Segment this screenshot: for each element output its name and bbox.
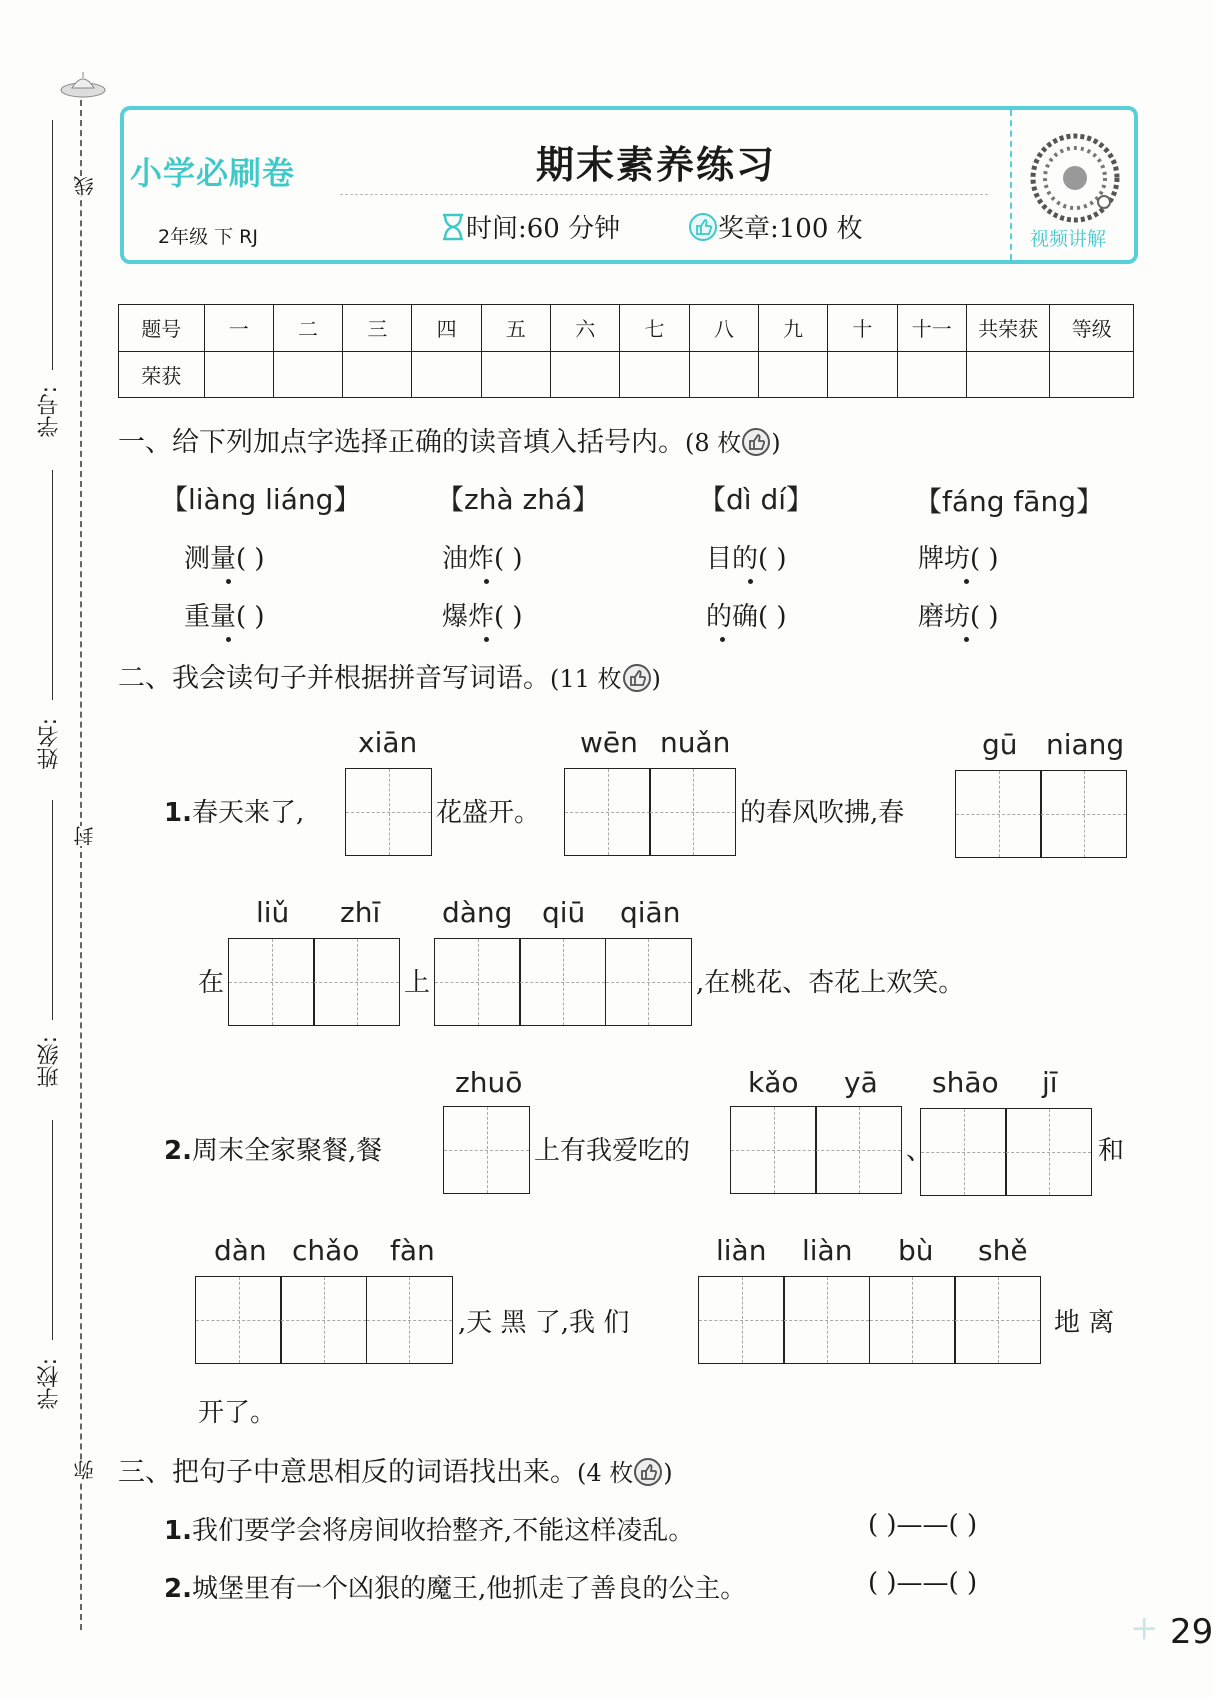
decorative-plus: + xyxy=(1130,1608,1159,1648)
emphasis-dot xyxy=(748,579,753,584)
word-item: 目的( ) xyxy=(706,544,787,574)
pinyin: shāo xyxy=(932,1066,999,1099)
emphasis-dot xyxy=(484,637,489,642)
emphasis-dot xyxy=(964,579,969,584)
question-number: 2. xyxy=(164,1574,192,1604)
score-table xyxy=(118,304,1134,398)
table-cell: 五 xyxy=(481,305,550,352)
pinyin-options: 【liàng liáng】 xyxy=(160,483,362,516)
sentence-fragment: 开了。 xyxy=(198,1398,277,1428)
name-label: 姓名: xyxy=(37,718,62,770)
writing-grid[interactable] xyxy=(955,770,1126,858)
field-line xyxy=(52,1120,53,1340)
time-text: 时间:60 分钟 xyxy=(466,214,621,244)
table-row xyxy=(119,351,1134,398)
page-number: 29 xyxy=(1170,1612,1213,1652)
pinyin: xiān xyxy=(358,726,418,759)
binding-mark-line: 线 xyxy=(70,176,99,196)
pinyin: niang xyxy=(1046,728,1125,761)
writing-grid[interactable] xyxy=(443,1106,528,1194)
sentence-fragment: 上有我爱吃的 xyxy=(534,1136,691,1166)
question-text: 我们要学会将房间收拾整齐,不能这样凌乱。 xyxy=(191,1516,695,1546)
grade-label: 2年级 下 RJ xyxy=(158,226,258,248)
video-explain-link[interactable]: 视频讲解 xyxy=(1030,228,1107,250)
score-input-cell[interactable] xyxy=(897,351,966,398)
pinyin: yā xyxy=(844,1066,878,1099)
question-number: 1. xyxy=(164,1516,192,1546)
sentence-fragment: 花盛开。 xyxy=(436,798,541,828)
pinyin-options: 【fáng fāng】 xyxy=(914,485,1104,518)
question-number: 1. xyxy=(164,798,192,828)
emphasis-dot xyxy=(226,637,231,642)
writing-grid[interactable] xyxy=(228,938,399,1026)
score-input-cell[interactable] xyxy=(828,351,897,398)
score-input-cell[interactable] xyxy=(551,351,620,398)
sentence-fragment: 周末全家聚餐,餐 xyxy=(191,1136,383,1166)
pinyin: qiū xyxy=(542,896,586,929)
pinyin: liàn xyxy=(802,1234,853,1267)
field-line xyxy=(52,120,53,370)
score-input-cell[interactable] xyxy=(273,351,342,398)
emphasis-dot xyxy=(964,637,969,642)
thumbs-up-medal-icon xyxy=(688,212,718,242)
thumbs-up-icon xyxy=(633,1457,663,1487)
writing-grid[interactable] xyxy=(195,1276,451,1364)
writing-grid[interactable] xyxy=(920,1108,1091,1196)
pinyin: dàng xyxy=(442,896,513,929)
sentence-fragment: 的春风吹拂,春 xyxy=(740,798,905,828)
section2-points: (11 枚 xyxy=(550,665,622,693)
section3-points: (4 枚 xyxy=(577,1459,634,1487)
table-cell: 共荣获 xyxy=(966,305,1050,352)
sentence-fragment: 春天来了, xyxy=(191,798,305,828)
answer-blank[interactable]: ( )——( ) xyxy=(868,1510,978,1540)
writing-grid[interactable] xyxy=(698,1276,1040,1364)
table-cell: 二 xyxy=(273,305,342,352)
sentence-fragment: 地 离 xyxy=(1054,1308,1115,1338)
table-cell: 十一 xyxy=(897,305,966,352)
pinyin: zhuō xyxy=(455,1066,523,1099)
table-cell: 六 xyxy=(551,305,620,352)
pinyin: wēn xyxy=(580,726,638,759)
table-cell: 三 xyxy=(343,305,412,352)
score-input-cell[interactable] xyxy=(343,351,412,398)
word-item: 的确( ) xyxy=(706,602,787,632)
pinyin-options: 【dì dí】 xyxy=(698,483,815,516)
award-text: 奖章:100 枚 xyxy=(718,214,863,244)
pinyin: kǎo xyxy=(748,1066,799,1099)
section2-title-text: 二、我会读句子并根据拼音写词语。 xyxy=(118,663,550,694)
section1-points-end: ) xyxy=(771,429,781,457)
sentence-fragment: 在 xyxy=(198,968,225,998)
table-cell: 题号 xyxy=(119,305,205,352)
student-id-label: 学号: xyxy=(37,386,62,438)
word-item: 油炸( ) xyxy=(442,544,523,574)
word-item: 重量( ) xyxy=(184,602,265,632)
binding-mark-seal: 封 xyxy=(70,826,99,846)
sentence-fragment: 和 xyxy=(1098,1136,1125,1166)
field-line xyxy=(52,470,53,700)
binding-dash-line xyxy=(80,100,82,1630)
word-item: 测量( ) xyxy=(184,544,265,574)
sentence-fragment: ,在桃花、杏花上欢笑。 xyxy=(696,968,965,998)
hourglass-icon xyxy=(440,213,466,241)
pinyin: nuǎn xyxy=(660,726,731,759)
section1-points: (8 枚 xyxy=(685,429,742,457)
writing-grid[interactable] xyxy=(345,768,430,856)
field-line xyxy=(52,800,53,1020)
table-cell: 七 xyxy=(620,305,689,352)
table-cell: 一 xyxy=(204,305,273,352)
qr-code-icon[interactable] xyxy=(1028,132,1122,224)
sentence-fragment: 、 xyxy=(906,1136,933,1166)
pinyin: fàn xyxy=(390,1234,435,1267)
pinyin: bù xyxy=(898,1234,934,1267)
score-input-cell[interactable] xyxy=(966,351,1050,398)
section2-points-end: ) xyxy=(651,665,661,693)
table-cell: 四 xyxy=(412,305,481,352)
pinyin: zhī xyxy=(340,896,381,929)
sentence-fragment: ,天 黑 了,我 们 xyxy=(458,1308,630,1338)
writing-grid[interactable] xyxy=(564,768,735,856)
pinyin: chǎo xyxy=(292,1234,360,1267)
thumbs-up-icon xyxy=(622,663,652,693)
score-input-cell[interactable] xyxy=(620,351,689,398)
answer-blank[interactable]: ( )——( ) xyxy=(868,1568,978,1598)
section3-title xyxy=(118,1450,673,1489)
section1-title-text: 一、给下列加点字选择正确的读音填入括号内。 xyxy=(118,427,685,458)
question-item xyxy=(164,1510,694,1547)
pinyin: shě xyxy=(978,1234,1028,1267)
ufo-icon xyxy=(60,70,106,104)
table-cell: 八 xyxy=(689,305,758,352)
word-item: 磨坊( ) xyxy=(918,602,999,632)
thumbs-up-icon xyxy=(741,427,771,457)
section3-points-end: ) xyxy=(663,1459,673,1487)
pinyin: liǔ xyxy=(256,896,290,929)
school-label: 学校: xyxy=(37,1358,62,1410)
page-title: 期末素养练习 xyxy=(536,142,777,187)
score-input-cell[interactable] xyxy=(204,351,273,398)
score-input-cell[interactable] xyxy=(689,351,758,398)
pinyin: dàn xyxy=(214,1234,267,1267)
header-divider xyxy=(340,194,988,195)
header-vertical-divider xyxy=(1010,110,1012,260)
pinyin: qiān xyxy=(620,896,681,929)
brand-logo-text: 小学必刷卷 xyxy=(130,154,296,192)
table-cell: 等级 xyxy=(1050,305,1134,352)
writing-grid[interactable] xyxy=(730,1106,901,1194)
question-text: 城堡里有一个凶狠的魔王,他抓走了善良的公主。 xyxy=(191,1574,747,1604)
table-cell: 荣获 xyxy=(119,351,205,398)
score-input-cell[interactable] xyxy=(412,351,481,398)
sentence-text xyxy=(164,792,304,829)
sentence-text xyxy=(164,1130,382,1167)
table-cell: 九 xyxy=(758,305,827,352)
emphasis-dot xyxy=(720,637,725,642)
emphasis-dot xyxy=(484,579,489,584)
class-label: 班级: xyxy=(37,1036,62,1088)
section3-title-text: 三、把句子中意思相反的词语找出来。 xyxy=(118,1457,577,1488)
word-item: 牌坊( ) xyxy=(918,544,999,574)
time-info xyxy=(440,208,620,245)
word-item: 爆炸( ) xyxy=(442,602,523,632)
pinyin-options: 【zhà zhá】 xyxy=(436,483,601,516)
section2-title xyxy=(118,656,661,695)
binding-mark-close: 弥 xyxy=(70,1460,99,1480)
score-input-cell[interactable] xyxy=(481,351,550,398)
score-input-cell[interactable] xyxy=(1050,351,1134,398)
writing-grid[interactable] xyxy=(434,938,690,1026)
table-row xyxy=(119,305,1134,352)
award-info xyxy=(688,208,863,245)
sentence-fragment: 上 xyxy=(404,968,431,998)
pinyin: jī xyxy=(1042,1066,1058,1099)
score-input-cell[interactable] xyxy=(758,351,827,398)
pinyin: gū xyxy=(982,728,1018,761)
question-item xyxy=(164,1568,746,1605)
section1-title xyxy=(118,420,781,459)
question-number: 2. xyxy=(164,1136,192,1166)
table-cell: 十 xyxy=(828,305,897,352)
pinyin: liàn xyxy=(716,1234,767,1267)
emphasis-dot xyxy=(226,579,231,584)
